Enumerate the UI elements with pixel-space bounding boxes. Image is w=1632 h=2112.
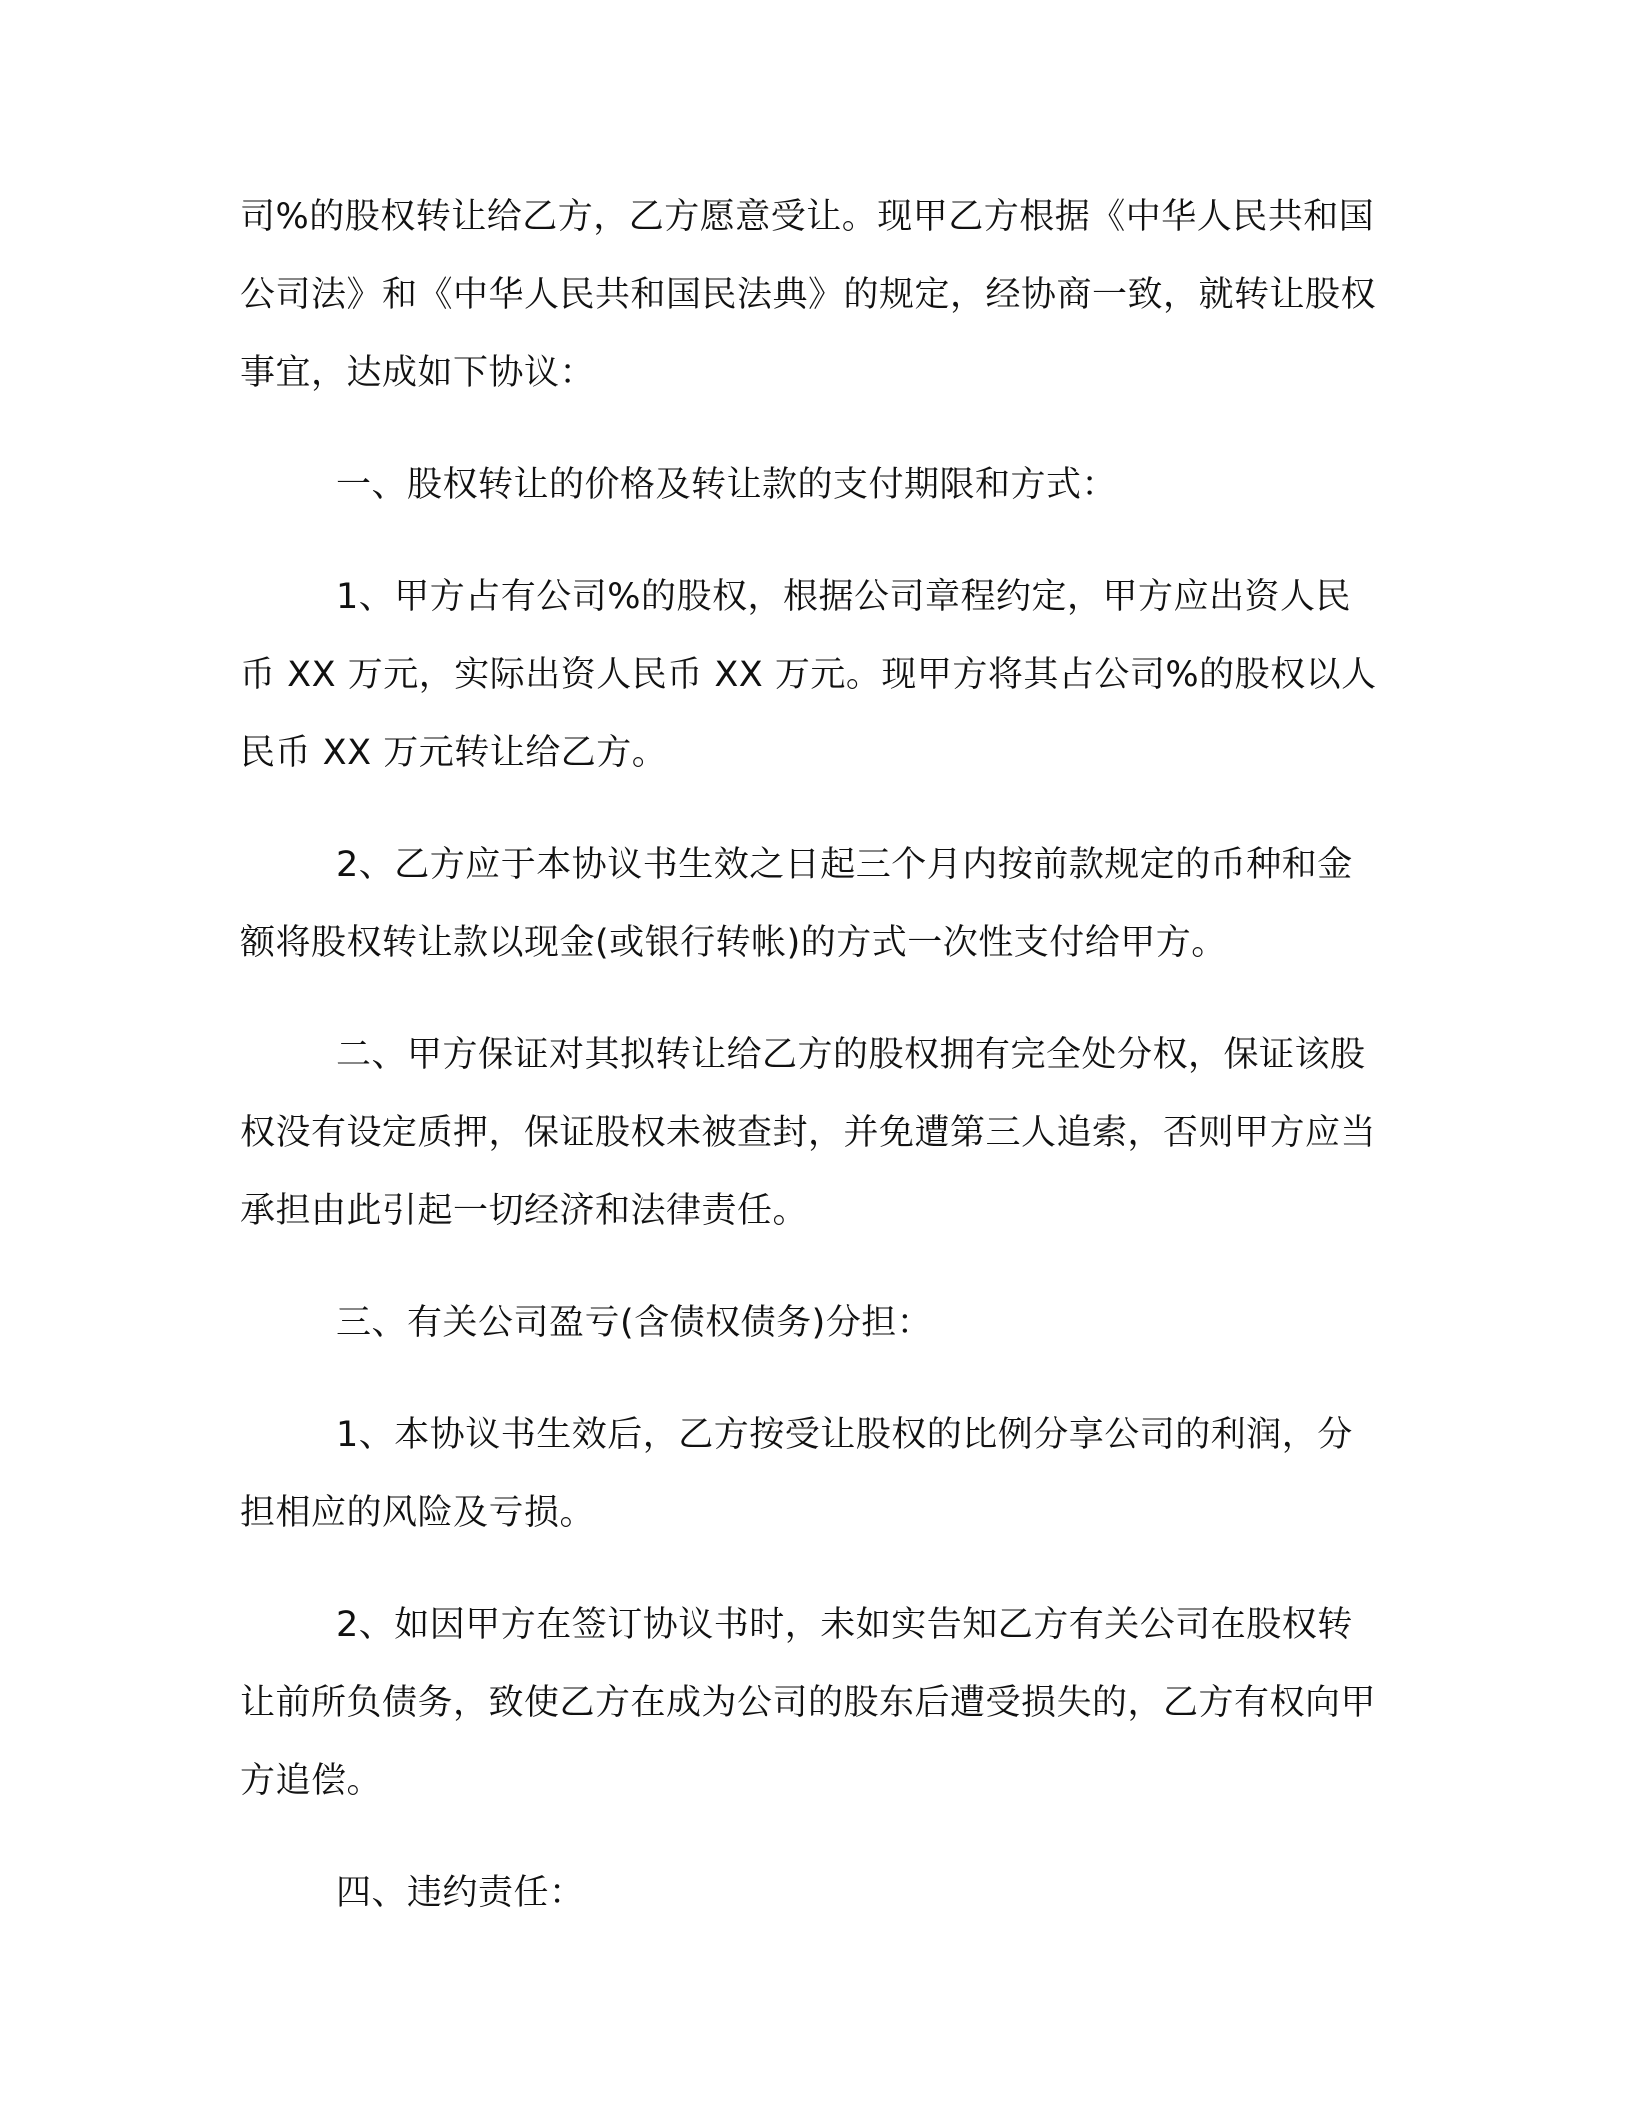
section-1-heading: 一、股权转让的价格及转让款的支付期限和方式： (336, 465, 1118, 505)
section-3-heading: 三、有关公司盈亏(含债权债务)分担： (336, 1303, 933, 1343)
document-body (240, 178, 1380, 1966)
paragraph-intro: 司%的股权转让给乙方，乙方愿意受让。现甲乙方根据《中华人民共和国公司法》和《中华人民共和国民法典》的规定，经协商一致，就转让股权事宜，达成如下协议： (240, 197, 1377, 393)
section-1-item-2: 2、乙方应于本协议书生效之日起三个月内按前款规定的币种和金额将股权转让款以现金(或银行转帐)的方式一次性支付给甲方。 (240, 845, 1353, 963)
section-1-item-1: 1、甲方占有公司%的股权，根据公司章程约定，甲方应出资人民币 XX 万元，实际出资人民币 XX 万元。现甲方将其占公司%的股权以人民币 XX 万元转让给乙方。 (240, 577, 1377, 773)
section-4-heading: 四、违约责任： (336, 1873, 585, 1913)
section-3-item-1: 1、本协议书生效后，乙方按受让股权的比例分享公司的利润，分担相应的风险及亏损。 (240, 1415, 1353, 1533)
section-3-item-2: 2、如因甲方在签订协议书时，未如实告知乙方有关公司在股权转让前所负债务，致使乙方在成为公司的股东后遭受损失的，乙方有权向甲方追偿。 (240, 1605, 1377, 1801)
section-2-paragraph: 二、甲方保证对其拟转让给乙方的股权拥有完全处分权，保证该股权没有设定质押，保证股权未被查封，并免遭第三人追索，否则甲方应当承担由此引起一切经济和法律责任。 (240, 1035, 1377, 1231)
